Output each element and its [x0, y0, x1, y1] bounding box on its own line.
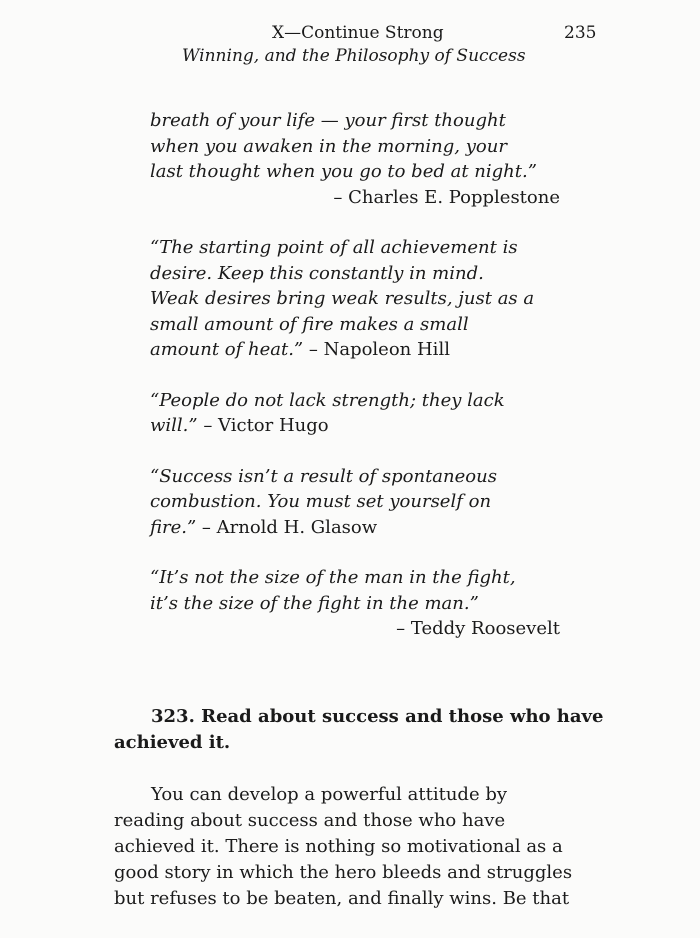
quote-line: fire.” [150, 516, 197, 538]
quote-line: small amount of fire makes a small [150, 313, 469, 335]
quote-list [150, 108, 570, 667]
page-number: 235 [564, 23, 597, 43]
chapter-title: X—Continue Strong [272, 23, 444, 43]
quote-line: “Success isn’t a result of spontaneous [150, 465, 497, 487]
quote-line: “The starting point of all achievement is [150, 237, 518, 258]
quote-line-with-attribution [150, 515, 570, 541]
quote-roosevelt [150, 565, 570, 642]
quote-napoleon-hill [150, 235, 570, 363]
body-line: reading about success and those who have [114, 810, 506, 831]
body-line: You can develop a powerful attitude by [151, 784, 508, 805]
quote-attribution: – Victor Hugo [197, 415, 329, 436]
quote-line: Weak desires bring weak results, just as a [150, 288, 535, 309]
quote-line: “People do not lack strength; they lack [150, 389, 505, 411]
quote-line: combustion. You must set yourself on [150, 491, 492, 512]
quote-line: when you awaken in the morning, your [150, 135, 507, 157]
quote-line: desire. Keep this constantly in mind. [150, 262, 484, 284]
body-line: achieved it. There is nothing so motivational as a [114, 836, 563, 857]
body-paragraph [114, 782, 594, 912]
book-subtitle: Winning, and the Philosophy of Success [182, 46, 526, 66]
quote-glasow [150, 464, 570, 541]
section-heading [114, 704, 604, 756]
section-heading-line: achieved it. [114, 732, 231, 753]
quote-line-with-attribution [150, 413, 570, 439]
quote-line: breath of your life — your first thought [150, 110, 506, 131]
quote-line-with-attribution [150, 337, 570, 363]
body-line: good story in which the hero bleeds and struggles [114, 862, 573, 883]
quote-attribution: – Arnold H. Glasow [196, 516, 378, 538]
quote-attribution: – Napoleon Hill [303, 339, 450, 360]
quote-line: “It’s not the size of the man in the fight, [150, 567, 516, 588]
quote-line: last thought when you go to bed at night.” [150, 161, 537, 182]
section-heading-line: 323. Read about success and those who have [151, 706, 604, 727]
quote-popplestone [150, 108, 570, 210]
quote-victor-hugo [150, 388, 570, 439]
quote-attribution: – Teddy Roosevelt [396, 618, 560, 639]
quote-line: amount of heat.” [150, 339, 304, 360]
quote-line: will.” [150, 415, 198, 436]
quote-line: it’s the size of the fight in the man.” [150, 592, 479, 614]
body-line: but refuses to be beaten, and finally wins. Be that [114, 888, 570, 909]
quote-attribution: – Charles E. Popplestone [333, 186, 560, 208]
